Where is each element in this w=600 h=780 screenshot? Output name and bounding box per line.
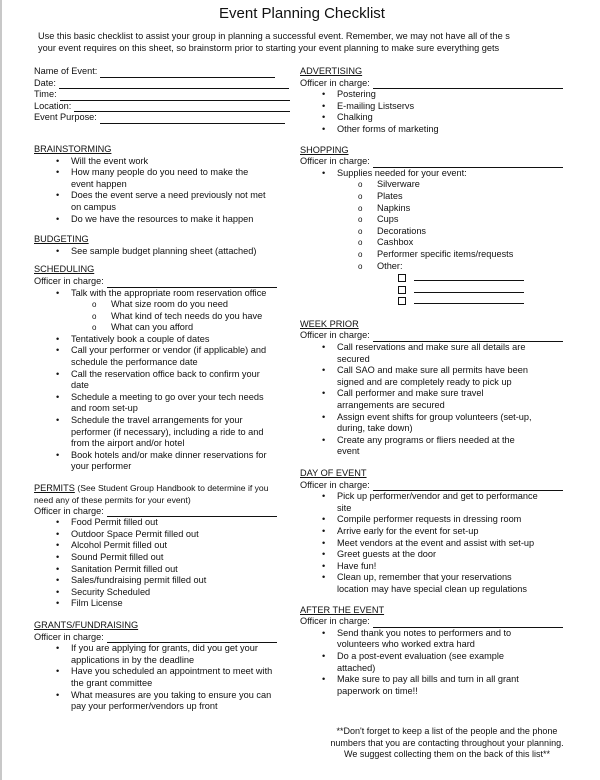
list-item[interactable]: • Other forms of marketing	[300, 124, 590, 136]
footer-note-line: numbers that you are contacting throughout your planning.	[330, 737, 564, 748]
list-item[interactable]: • Postering	[300, 89, 590, 101]
budgeting-list	[34, 246, 296, 258]
permits-list	[34, 517, 296, 610]
list-item[interactable]: • Pick up performer/vendor and get to performance	[300, 491, 590, 503]
list-item[interactable]: • Arrive early for the event for set-up	[300, 526, 590, 538]
sub-list-item[interactable]: o Performer specific items/requests	[300, 249, 590, 261]
list-item[interactable]: • Have you scheduled an appointment to meet with	[34, 666, 296, 678]
list-item[interactable]: • What measures are you taking to ensure you can	[34, 690, 296, 702]
list-item[interactable]: • Schedule the travel arrangements for your	[34, 415, 296, 427]
list-item-cont: and room set-up	[71, 403, 138, 414]
list-item-cont: secured	[337, 353, 370, 364]
permits-note-2: need any of these permits for your event)	[34, 494, 191, 505]
list-item[interactable]: • Outdoor Space Permit filled out	[34, 529, 296, 541]
list-item-cont: attached)	[337, 662, 376, 673]
list-item[interactable]: • Supplies needed for your event:	[300, 168, 590, 180]
intro-line-1: Use this basic checklist to assist your group in planning a successful event. Remember, we may not have all of the s	[38, 31, 510, 41]
scheduling-list	[34, 288, 296, 474]
after-list	[300, 628, 590, 698]
list-item[interactable]: • Sanitation Permit filled out	[34, 564, 296, 576]
list-item-cont: event happen	[71, 178, 127, 189]
list-item[interactable]: • Chalking	[300, 112, 590, 124]
list-item[interactable]: • Alcohol Permit filled out	[34, 540, 296, 552]
list-item-cont: your performer	[71, 461, 132, 472]
left-column	[34, 66, 296, 713]
event-purpose-field[interactable]: Event Purpose:	[34, 112, 296, 124]
list-item[interactable]: • Greet guests at the door	[300, 549, 590, 561]
permits-header	[34, 483, 296, 495]
event-date-field[interactable]: Date:	[34, 78, 296, 90]
list-item-cont: paperwork on time!!	[337, 685, 418, 696]
permits-officer-field[interactable]: Officer in charge:	[34, 506, 296, 518]
list-item[interactable]: • Create any programs or fliers needed at the	[300, 435, 590, 447]
list-item[interactable]: • Make sure to pay all bills and turn in all grant	[300, 674, 590, 686]
sub-list-item[interactable]: o Cashbox	[300, 237, 590, 249]
list-item-cont: from the airport and/or hotel	[71, 438, 185, 449]
list-item-cont: on campus	[71, 201, 116, 212]
list-item-cont: applications in by the deadline	[71, 654, 195, 665]
permits-heading: PERMITS	[34, 483, 75, 493]
list-item[interactable]: • Sales/fundraising permit filled out	[34, 575, 296, 587]
list-item[interactable]: • Film License	[34, 598, 296, 610]
scheduling-officer-field[interactable]: Officer in charge:	[34, 276, 296, 288]
list-item-cont: location may have special clean up regulations	[337, 583, 527, 594]
list-item[interactable]: • Clean up, remember that your reservations	[300, 572, 590, 584]
list-item[interactable]: • Book hotels and/or make dinner reservations for	[34, 450, 296, 462]
list-item[interactable]: • Sound Permit filled out	[34, 552, 296, 564]
after-officer-field[interactable]: Officer in charge:	[300, 616, 590, 628]
page-title: Event Planning Checklist	[219, 5, 385, 22]
sub-list-item[interactable]: o Decorations	[300, 226, 590, 238]
permits-note-1: (See Student Group Handbook to determine if you	[77, 483, 269, 493]
list-item[interactable]: • Call your performer or vendor (if applicable) and	[34, 345, 296, 357]
footer-note	[302, 726, 592, 761]
list-item[interactable]: • Do a post-event evaluation (see example	[300, 651, 590, 663]
list-item[interactable]: • If you are applying for grants, did you get your	[34, 643, 296, 655]
list-item[interactable]: • How many people do you need to make the	[34, 167, 296, 179]
list-item-cont: performer (if necessary), including a ride to and	[71, 426, 264, 437]
list-item[interactable]: • Security Scheduled	[34, 587, 296, 599]
other-checkbox-2[interactable]	[300, 284, 590, 296]
list-item-cont: arrangements are secured	[337, 400, 445, 411]
list-item[interactable]: • Call performer and make sure travel	[300, 388, 590, 400]
list-item[interactable]: • Meet vendors at the event and assist with set-up	[300, 538, 590, 550]
list-item-cont: event	[337, 446, 360, 457]
after-heading: AFTER THE EVENT	[300, 604, 385, 615]
list-item-cont: during, take down)	[337, 423, 413, 434]
event-time-field[interactable]: Time:	[34, 89, 296, 101]
grants-officer-field[interactable]: Officer in charge:	[34, 632, 296, 644]
list-item[interactable]: • Call the reservation office back to confirm your	[34, 369, 296, 381]
list-item[interactable]: • Send thank you notes to performers and to	[300, 628, 590, 640]
list-item-cont: date	[71, 380, 89, 391]
week-prior-heading: WEEK PRIOR	[300, 318, 359, 329]
list-item[interactable]: • Have fun!	[300, 561, 590, 573]
list-item[interactable]: • Food Permit filled out	[34, 517, 296, 529]
shopping-list	[300, 168, 590, 307]
day-of-heading: DAY OF EVENT	[300, 468, 367, 478]
list-item[interactable]: • Call reservations and make sure all details are	[300, 342, 590, 354]
sub-list-item[interactable]: o Napkins	[300, 203, 590, 215]
list-item[interactable]: • Assign event shifts for group volunteers (set-up,	[300, 412, 590, 424]
event-name-field[interactable]: Name of Event:	[34, 66, 296, 78]
sub-list-item[interactable]: o Plates	[300, 191, 590, 203]
week-prior-officer-field[interactable]: Officer in charge:	[300, 330, 590, 342]
brainstorming-list	[34, 156, 296, 226]
advertising-officer-field[interactable]: Officer in charge:	[300, 78, 590, 90]
right-column	[300, 66, 590, 697]
sub-list-item[interactable]: o Silverware	[300, 179, 590, 191]
advertising-heading: ADVERTISING	[300, 66, 363, 76]
list-item[interactable]: • Will the event work	[34, 156, 296, 168]
list-item-cont: signed and are completely ready to pick up	[337, 376, 512, 387]
list-item[interactable]: • Call SAO and make sure all permits have been	[300, 365, 590, 377]
sub-list-item[interactable]: o Cups	[300, 214, 590, 226]
scheduling-heading: SCHEDULING	[34, 264, 95, 275]
list-item-cont: schedule the performance date	[71, 357, 198, 368]
brainstorming-heading: BRAINSTORMING	[34, 143, 112, 154]
week-prior-list	[300, 342, 590, 458]
list-item-cont: volunteers who worked extra hard	[337, 639, 475, 650]
list-item-cont: pay your performer/vendors up front	[71, 701, 218, 712]
grants-heading: GRANTS/FUNDRAISING	[34, 619, 139, 630]
sub-list-item[interactable]: o Other:	[300, 261, 590, 273]
day-of-officer-field[interactable]: Officer in charge:	[300, 480, 590, 492]
shopping-heading: SHOPPING	[300, 144, 349, 155]
sub-list-item[interactable]: o What can you afford	[34, 322, 296, 334]
list-item[interactable]: • See sample budget planning sheet (attached)	[34, 246, 296, 258]
list-item-cont: the grant committee	[71, 677, 153, 688]
shopping-officer-field[interactable]: Officer in charge:	[300, 156, 590, 168]
footer-note-line: We suggest collecting them on the back of this list**	[344, 749, 550, 759]
list-item[interactable]: • Tentatively book a couple of dates	[34, 334, 296, 346]
list-item[interactable]: • E-mailing Listservs	[300, 101, 590, 113]
budgeting-heading: BUDGETING	[34, 234, 89, 245]
list-item[interactable]: • Does the event serve a need previously not met	[34, 190, 296, 202]
day-of-list	[300, 491, 590, 595]
grants-list	[34, 643, 296, 713]
advertising-list	[300, 89, 590, 135]
other-checkbox-3[interactable]	[300, 295, 590, 307]
event-location-field[interactable]: Location:	[34, 101, 296, 113]
other-checkbox-1[interactable]	[300, 272, 590, 284]
sub-list-item[interactable]: o What kind of tech needs do you have	[34, 311, 296, 323]
list-item[interactable]: • Do we have the resources to make it happen	[34, 214, 296, 226]
list-item[interactable]: • Compile performer requests in dressing room	[300, 514, 590, 526]
footer-note-line: **Don't forget to keep a list of the people and the phone	[336, 726, 558, 736]
list-item[interactable]: • Talk with the appropriate room reservation office	[34, 288, 296, 300]
list-item-cont: site	[337, 502, 352, 513]
intro-line-2: your event requires on this sheet, so brainstorm prior to starting your event planning to make sure everything gets	[38, 43, 500, 53]
list-item[interactable]: • Schedule a meeting to go over your tech needs	[34, 392, 296, 404]
sub-list-item[interactable]: o What size room do you need	[34, 299, 296, 311]
